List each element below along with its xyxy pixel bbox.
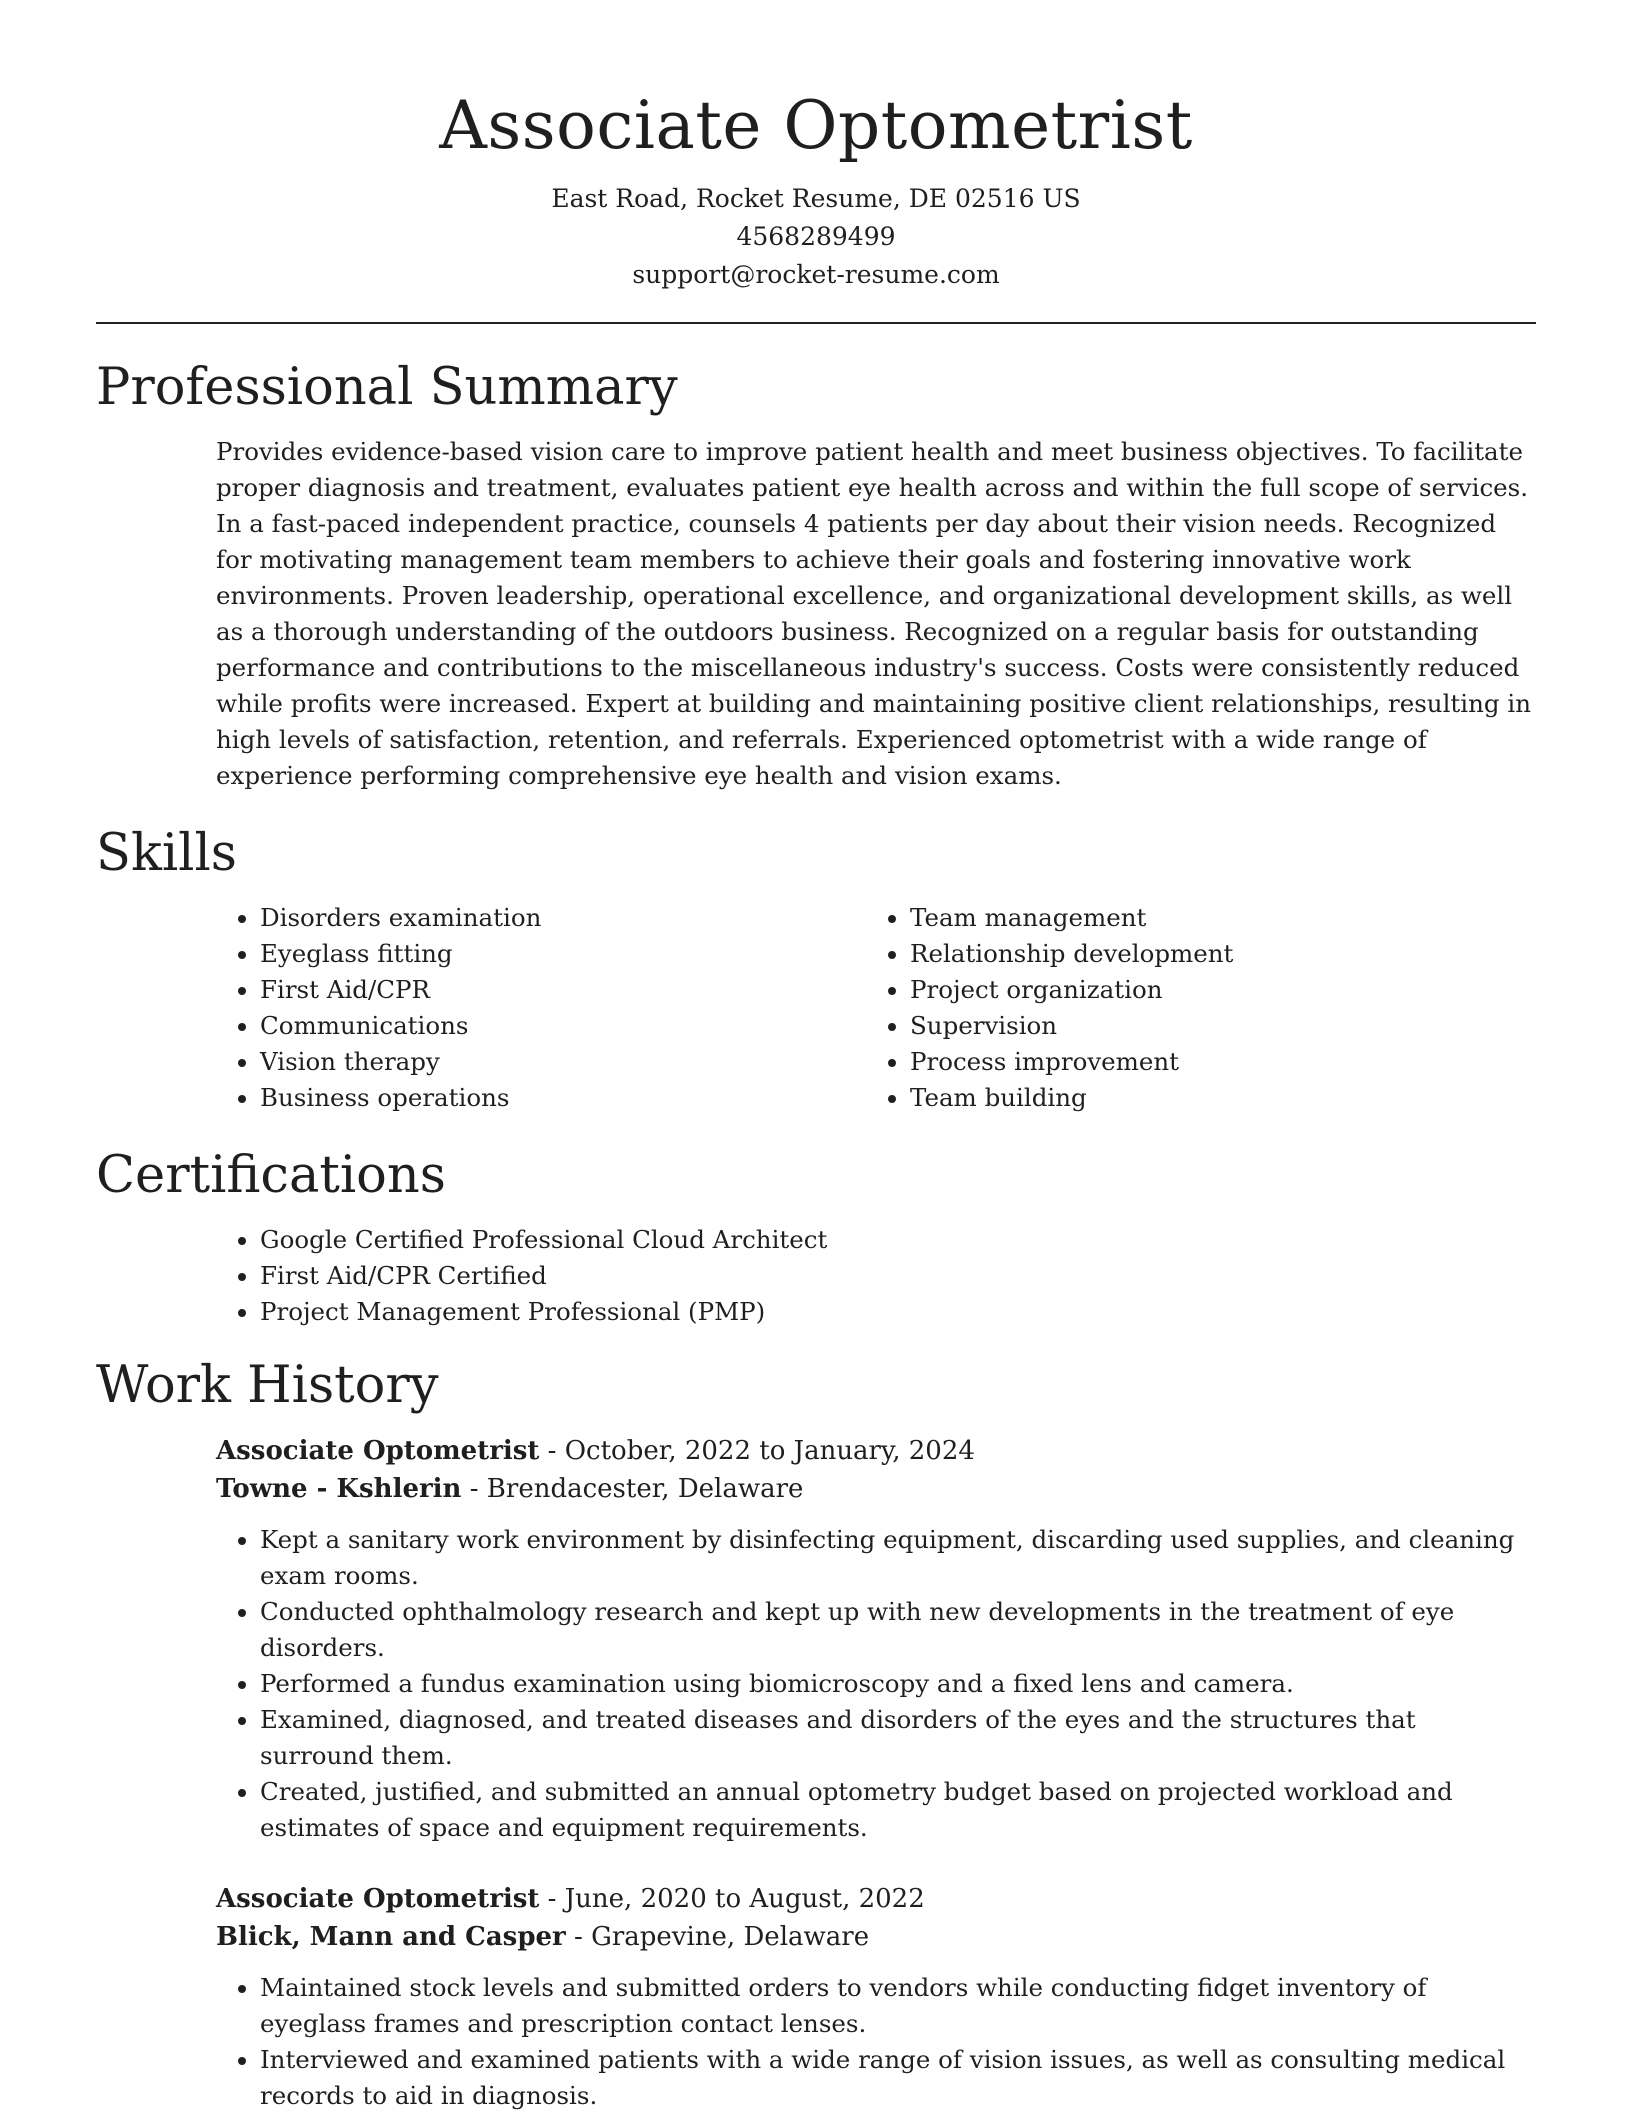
section-title-work-history: Work History — [96, 1356, 439, 1415]
skill-item: • Relationship development — [910, 936, 1536, 972]
work-history-section — [96, 1356, 1536, 2114]
certification-item: • First Aid/CPR Certified — [260, 1258, 1536, 1294]
skill-item: • Process improvement — [910, 1044, 1536, 1080]
section-title-skills: Skills — [96, 824, 237, 883]
job-title-line — [216, 1432, 1536, 1470]
job-title-line — [216, 1880, 1536, 1918]
skill-item: • Eyeglass fitting — [260, 936, 866, 972]
contact-info — [96, 180, 1536, 294]
job-entry — [216, 1432, 1536, 1846]
header-divider — [96, 322, 1536, 324]
skills-list-right — [866, 900, 1536, 1116]
skill-item: • Business operations — [260, 1080, 866, 1116]
section-title-certifications: Certifications — [96, 1146, 446, 1205]
skill-item: • Vision therapy — [260, 1044, 866, 1080]
skill-item: • Project organization — [910, 972, 1536, 1008]
certification-item: • Google Certified Professional Cloud Architect — [260, 1222, 1536, 1258]
job-bullet: • Maintained stock levels and submitted orders to vendors while conducting fidget inventory of eyeglass frames and prescription contact lenses. — [260, 1970, 1536, 2042]
job-company-line — [216, 1470, 1536, 1508]
job-bullet: • Performed a fundus examination using biomicroscopy and a fixed lens and camera. — [260, 1666, 1536, 1702]
certifications-section — [96, 1146, 1536, 1330]
address: East Road, Rocket Resume, DE 02516 US — [551, 184, 1081, 213]
job-dates: - June, 2020 to August, 2022 — [539, 1884, 925, 1914]
job-bullet: • Examined, diagnosed, and treated diseases and disorders of the eyes and the structures that surround them. — [260, 1702, 1536, 1774]
certification-item: • Project Management Professional (PMP) — [260, 1294, 1536, 1330]
certifications-list — [216, 1222, 1536, 1330]
skill-item: • Disorders examination — [260, 900, 866, 936]
job-bullet: • Created, justified, and submitted an annual optometry budget based on projected workload and estimates of space and equipment requirements. — [260, 1774, 1536, 1846]
job-location: - Grapevine, Delaware — [565, 1922, 870, 1952]
phone: 4568289499 — [736, 222, 896, 251]
email: support@rocket-resume.com — [632, 260, 1000, 289]
skills-section — [96, 824, 1536, 1116]
job-bullet: • Conducted ophthalmology research and kept up with new developments in the treatment of eye disorders. — [260, 1594, 1536, 1666]
job-company-line — [216, 1918, 1536, 1956]
candidate-name: Associate Optometrist — [439, 87, 1193, 164]
job-bullets — [216, 1522, 1536, 1846]
job-bullets — [216, 1970, 1536, 2114]
skills-list-left — [216, 900, 866, 1116]
job-bullet: • Interviewed and examined patients with a wide range of vision issues, as well as consulting medical records to aid in diagnosis. — [260, 2042, 1536, 2114]
skill-item: • Supervision — [910, 1008, 1536, 1044]
skill-item: • First Aid/CPR — [260, 972, 866, 1008]
summary-text: Provides evidence-based vision care to improve patient health and meet business objectives. To facilitate proper diagnosis and treatment, evaluates patient eye health across and within the full scope of services. In a fast-paced independent practice, counsels 4 patients per day about their vision needs. Recognized for motivating management team members to achieve their goals and fostering innovative work environments. Proven leadership, operational excellence, and organizational development skills, as well as a thorough understanding of the outdoors business. Recognized on a regular basis for outstanding performance and contributions to the miscellaneous industry's success. Costs were consistently reduced while profits were increased. Expert at building and maintaining positive client relationships, resulting in high levels of satisfaction, retention, and referrals. Experienced optometrist with a wide range of experience performing comprehensive eye health and vision exams. — [216, 437, 1531, 790]
skill-item: • Communications — [260, 1008, 866, 1044]
job-entry — [216, 1880, 1536, 2114]
section-title-summary: Professional Summary — [96, 358, 678, 417]
job-title: Associate Optometrist — [216, 1436, 540, 1466]
skill-item: • Team management — [910, 900, 1536, 936]
job-bullet: • Kept a sanitary work environment by disinfecting equipment, discarding used supplies, and cleaning exam rooms. — [260, 1522, 1536, 1594]
professional-summary-section — [96, 358, 1536, 794]
job-company: Towne - Kshlerin — [216, 1474, 462, 1504]
skill-item: • Team building — [910, 1080, 1536, 1116]
resume-header — [96, 86, 1536, 294]
job-location: - Brendacester, Delaware — [461, 1474, 804, 1504]
job-title: Associate Optometrist — [216, 1884, 540, 1914]
job-company: Blick, Mann and Casper — [216, 1922, 566, 1952]
job-dates: - October, 2022 to January, 2024 — [539, 1436, 975, 1466]
